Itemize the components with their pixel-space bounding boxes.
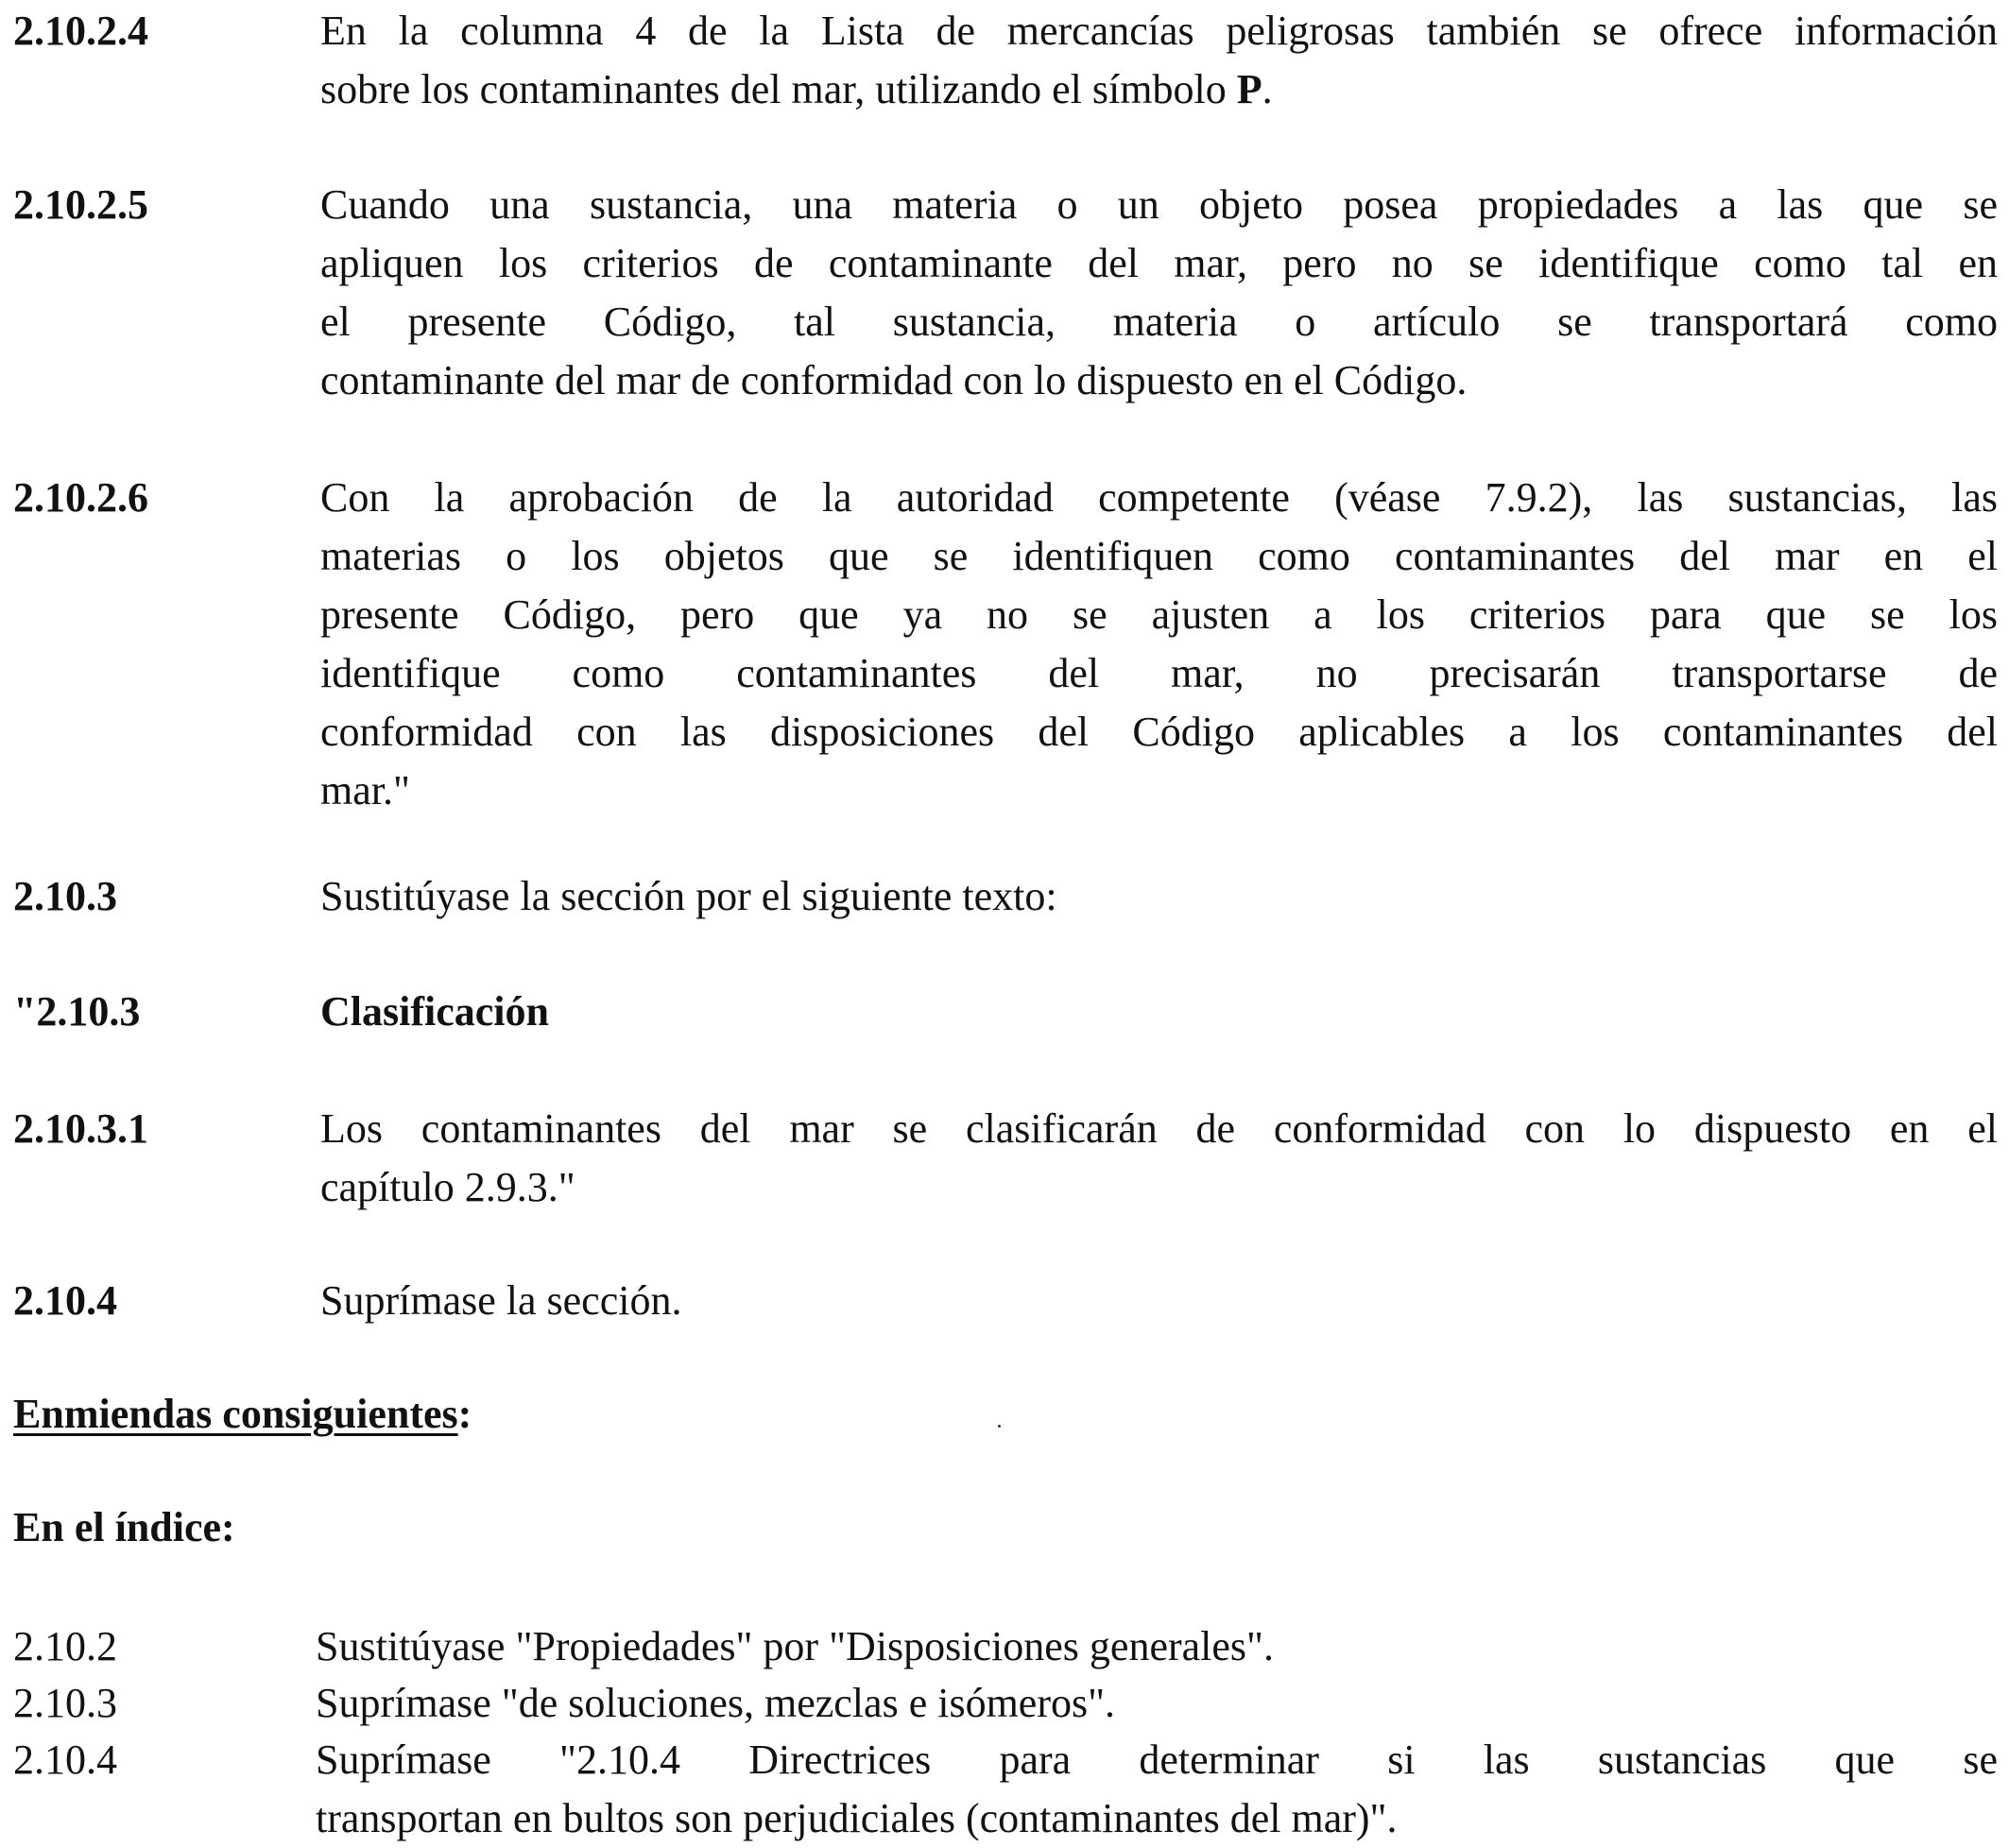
text-line: Los contaminantes del mar se clasificarán de conformidad con lo dispuesto en el — [320, 1105, 1998, 1152]
text-line: Con la aprobación de la autoridad competente (véase 7.9.2), las sustancias, las — [320, 474, 1998, 521]
index-text — [316, 1674, 1993, 1733]
paragraph-number: 2.10.2.4 — [13, 8, 148, 54]
index-number: 2.10.4 — [13, 1737, 117, 1783]
index-text — [316, 1617, 1993, 1676]
section-title — [320, 983, 1998, 1041]
text-line: Sustitúyase "Propiedades" por "Disposiciones generales". — [316, 1623, 1274, 1669]
index-text — [316, 1731, 1998, 1848]
text-segment: . — [1262, 66, 1273, 112]
paragraph-text — [320, 1100, 1998, 1217]
index-number: 2.10.2 — [13, 1623, 117, 1669]
text-line: identifique como contaminantes del mar, no precisarán transportarse de — [320, 650, 1998, 696]
paragraph-text — [320, 176, 1998, 410]
heading-text: Clasificación — [320, 988, 549, 1035]
index-number: 2.10.3 — [13, 1680, 117, 1726]
paragraph-text — [320, 469, 1998, 820]
scan-speck — [998, 1425, 1001, 1428]
text-line — [320, 60, 1998, 119]
marine-pollutant-symbol: P — [1236, 66, 1262, 112]
text-line: capítulo 2.9.3." — [320, 1164, 575, 1210]
index-heading: En el índice: — [13, 1504, 235, 1550]
text-line: apliquen los criterios de contaminante del mar, pero no se identifique como tal en — [320, 240, 1998, 286]
consequential-heading — [13, 1385, 472, 1444]
heading-colon: : — [457, 1391, 472, 1437]
text-line: En la columna 4 de la Lista de mercancías peligrosas también se ofrece información — [320, 8, 1998, 54]
text-line: mar." — [320, 767, 410, 813]
text-line: materias o los objetos que se identifiquen como contaminantes del mar en el — [320, 533, 1998, 579]
text-line: Cuando una sustancia, una materia o un objeto posea propiedades a las que se — [320, 181, 1998, 228]
paragraph-number: 2.10.2.6 — [13, 474, 148, 521]
paragraph-text — [320, 2, 1998, 119]
text-line: contaminante del mar de conformidad con lo dispuesto en el Código. — [320, 357, 1468, 403]
text-line: transportan en bultos son perjudiciales (contaminantes del mar)". — [316, 1795, 1398, 1841]
paragraph-number: 2.10.4 — [13, 1277, 117, 1324]
text-line: Suprímase "2.10.4 Directrices para determinar si las sustancias que se — [316, 1737, 1998, 1783]
paragraph-text — [320, 867, 1998, 926]
text-line: Suprímase la sección. — [320, 1277, 682, 1324]
paragraph-number: 2.10.3.1 — [13, 1105, 148, 1152]
text-line: Sustitúyase la sección por el siguiente texto: — [320, 873, 1057, 919]
paragraph-text — [320, 1272, 1998, 1330]
consequential-heading-text: Enmiendas consiguientes — [13, 1391, 458, 1437]
section-number: "2.10.3 — [13, 988, 141, 1035]
paragraph-number: 2.10.2.5 — [13, 181, 148, 228]
text-line: el presente Código, tal sustancia, materia o artículo se transportará como — [320, 299, 1998, 345]
text-segment: sobre los contaminantes del mar, utilizando el símbolo — [320, 66, 1227, 112]
paragraph-number: 2.10.3 — [13, 873, 117, 919]
text-line: conformidad con las disposiciones del Código aplicables a los contaminantes del — [320, 709, 1998, 755]
text-line: presente Código, pero que ya no se ajusten a los criterios para que se los — [320, 591, 1998, 638]
text-line: Suprímase "de soluciones, mezclas e isómeros". — [316, 1680, 1116, 1726]
